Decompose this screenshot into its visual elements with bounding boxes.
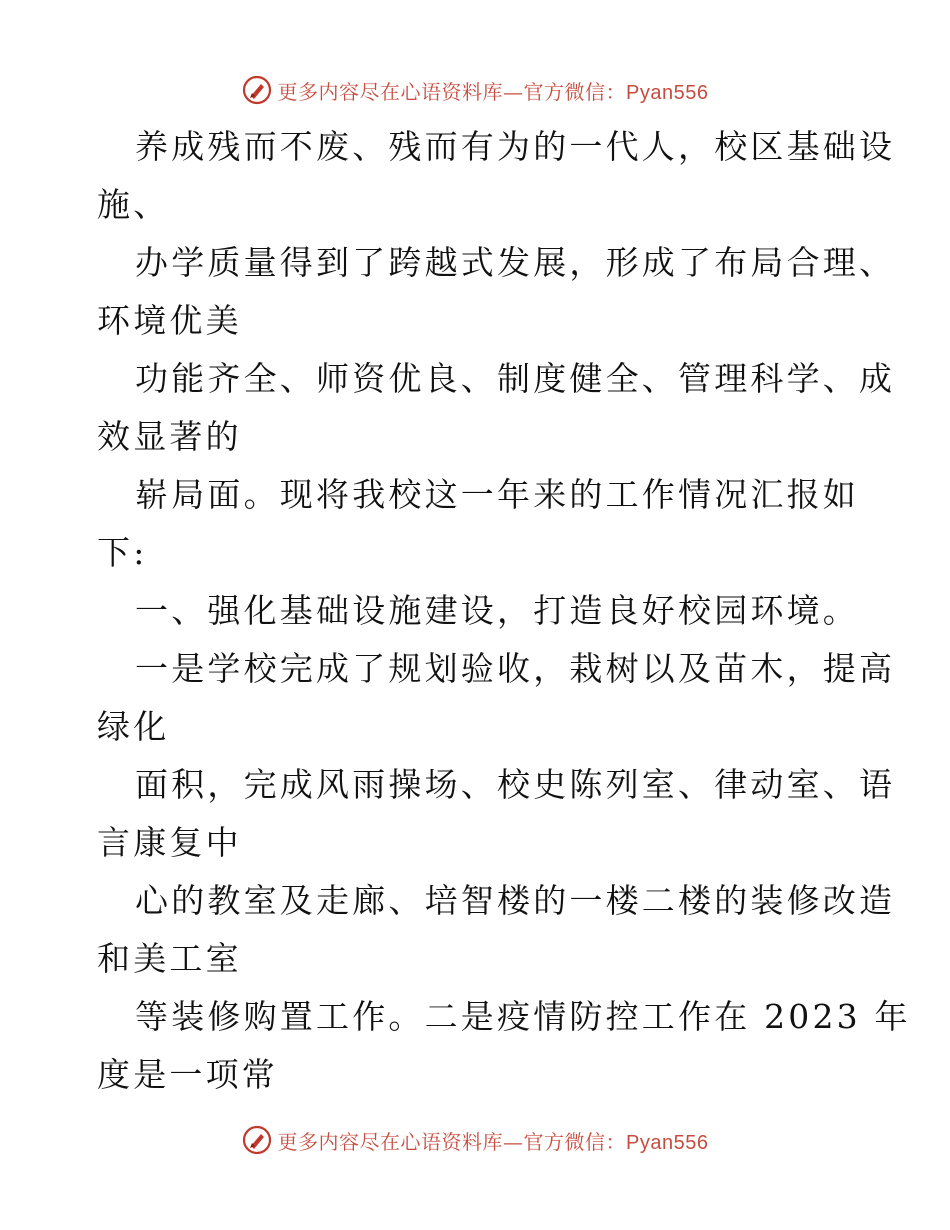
- text-line: 言康复中: [97, 823, 242, 862]
- footer-watermark: [0, 1122, 950, 1158]
- watermark-text: [278, 1126, 709, 1155]
- text-line: 功能齐全、师资优良、制度健全、管理科学、成: [135, 359, 896, 398]
- text-line: 心的教室及走廊、培智楼的一楼二楼的装修改造: [135, 881, 896, 920]
- watermark-wechat-id: Pyan556: [626, 81, 709, 104]
- pen-nib-logo-icon: [242, 75, 272, 105]
- text-line: 和美工室: [97, 939, 242, 978]
- header-watermark: [0, 72, 950, 108]
- watermark-wechat-label: 官方微信：: [523, 79, 627, 104]
- text-line: 度是一项常: [97, 1055, 278, 1094]
- text-line: 面积，完成风雨操场、校史陈列室、律动室、语: [135, 765, 896, 804]
- watermark-brand: 更多内容尽在心语资料库: [277, 1129, 504, 1154]
- section-heading: 一、强化基础设施建设，打造良好校园环境。: [135, 591, 859, 630]
- watermark-wechat-label: 官方微信：: [523, 1129, 627, 1154]
- watermark-separator: —: [503, 79, 524, 104]
- text-line: 崭局面。现将我校这一年来的工作情况汇报如: [135, 475, 859, 514]
- document-body: [97, 118, 911, 1104]
- text-line: 等装修购置工作。二是疫情防控工作在 2023 年: [135, 997, 911, 1036]
- text-line: 绿化: [97, 707, 170, 746]
- text-line: 环境优美: [97, 301, 242, 340]
- text-line: 办学质量得到了跨越式发展，形成了布局合理、: [135, 243, 896, 282]
- watermark-text: [278, 76, 709, 105]
- text-line: 下:: [97, 533, 148, 572]
- text-line: 效显著的: [97, 417, 242, 456]
- watermark-separator: —: [503, 1129, 524, 1154]
- watermark-wechat-id: Pyan556: [626, 1131, 709, 1154]
- watermark-brand: 更多内容尽在心语资料库: [277, 79, 504, 104]
- text-line: 养成残而不废、残而有为的一代人，校区基础设: [135, 127, 896, 166]
- text-line: 施、: [97, 185, 170, 224]
- text-line: 一是学校完成了规划验收，栽树以及苗木，提高: [135, 649, 896, 688]
- pen-nib-logo-icon: [242, 1125, 272, 1155]
